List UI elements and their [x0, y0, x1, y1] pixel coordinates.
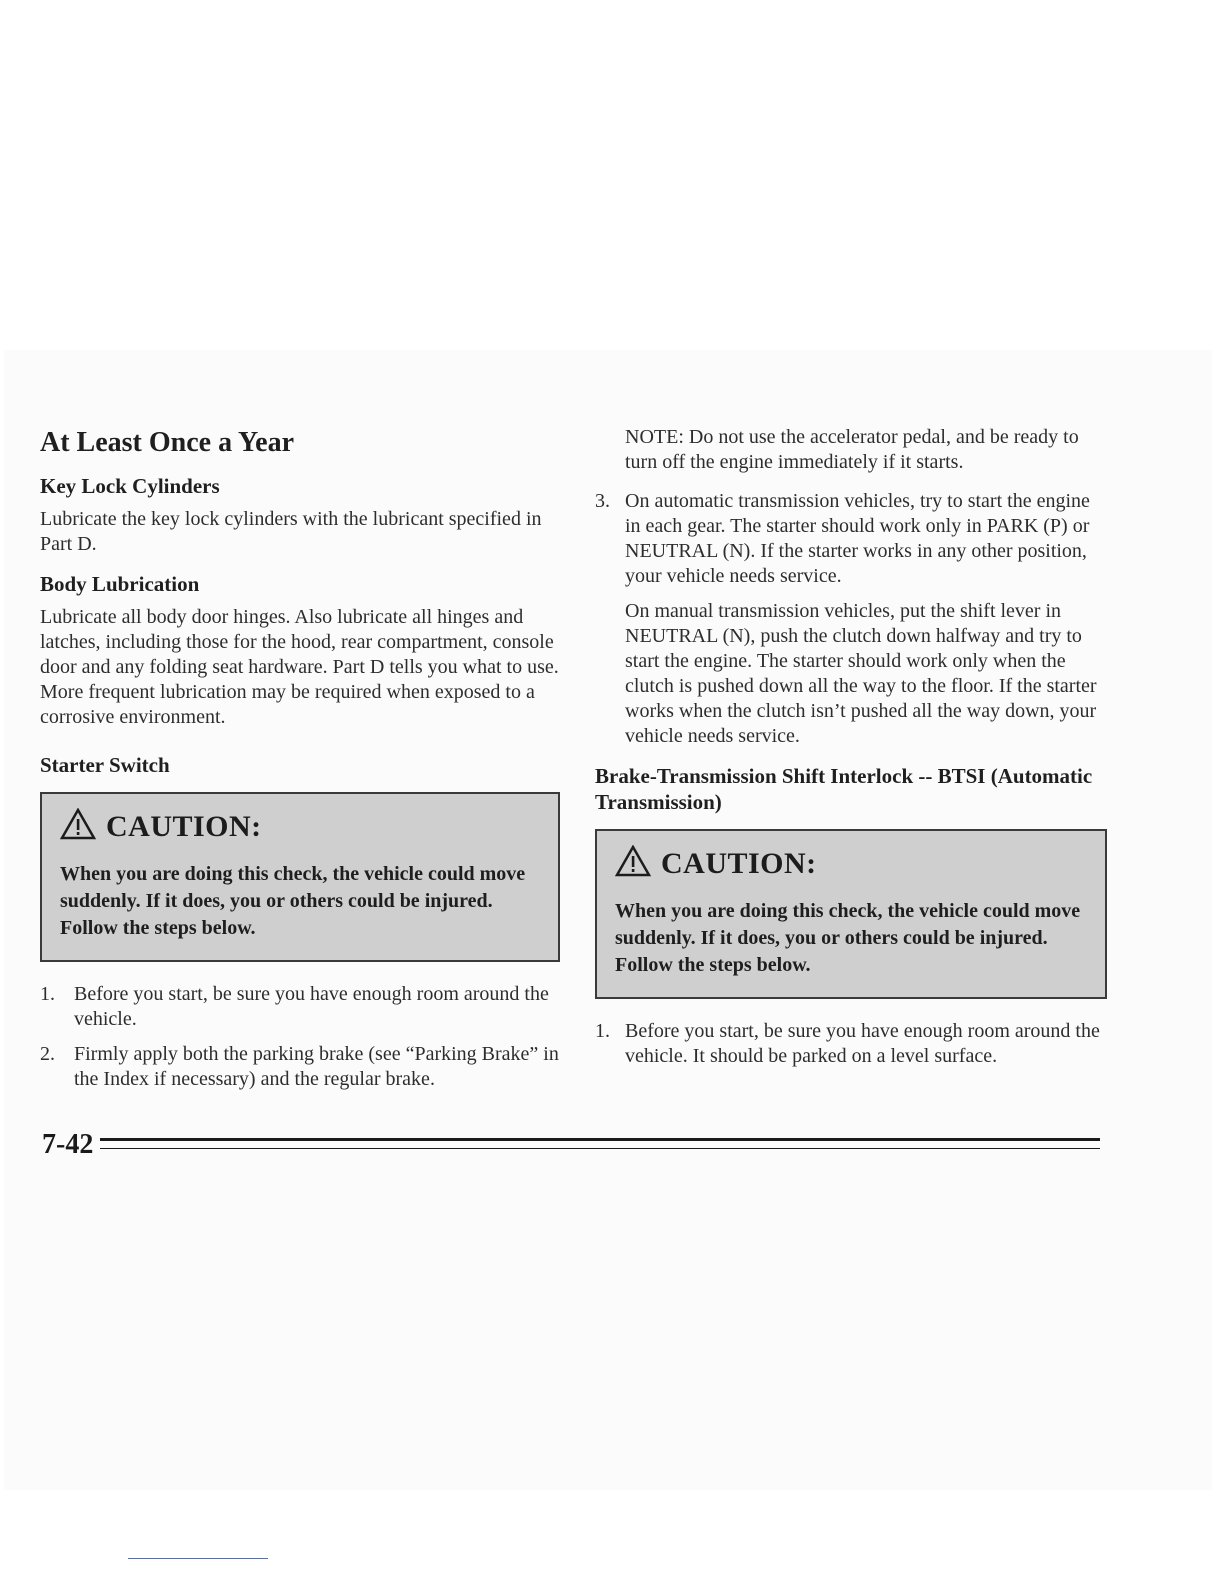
- body-lubrication-heading: Body Lubrication: [40, 572, 200, 596]
- step-text: Before you start, be sure you have enough room around the vehicle. It should be parked on a level surface.: [625, 1020, 1100, 1067]
- body-lubrication-text: Lubricate all body door hinges. Also lubricate all hinges and latches, including those for the hood, rear compartment, console door and any folding seat hardware. Part D tells you what to use. More frequent lubrication may be required when exposed to a corrosive environment.: [40, 606, 559, 728]
- starter-switch-heading: Starter Switch: [40, 753, 170, 777]
- list-item: [40, 1042, 560, 1092]
- caution-box-starter: [40, 792, 560, 962]
- right-column: [595, 425, 1107, 1079]
- warning-triangle-icon: [60, 808, 96, 845]
- manual-transmission-text: On manual transmission vehicles, put the shift lever in NEUTRAL (N), push the clutch down halfway and try to start the engine. The starter should work only when the clutch is pushed down all the way to the floor. If the starter works when the clutch isn’t pushed all the way down, your vehicle needs service.: [625, 600, 1097, 747]
- caution-header: [60, 808, 540, 845]
- caution-text: When you are doing this check, the vehicle could move suddenly. If it does, you or others could be injured. Follow the steps below.: [60, 863, 526, 939]
- starter-steps: [40, 982, 560, 1092]
- btsi-steps: [595, 1019, 1107, 1069]
- step-number: 1.: [40, 983, 55, 1005]
- footer-rule: [100, 1138, 1100, 1141]
- warning-triangle-icon: [615, 845, 651, 882]
- left-column: [40, 425, 560, 1102]
- caution-header: [615, 845, 1087, 882]
- list-item: [40, 982, 560, 1032]
- caution-text: When you are doing this check, the vehicle could move suddenly. If it does, you or others could be injured. Follow the steps below.: [615, 900, 1081, 976]
- step-three-list: [595, 489, 1107, 589]
- caution-box-btsi: [595, 829, 1107, 999]
- note-text: NOTE: Do not use the accelerator pedal, and be ready to turn off the engine immediately if it starts.: [625, 426, 1079, 473]
- list-item: [595, 1019, 1107, 1069]
- bottom-link-line: [128, 1558, 268, 1559]
- key-lock-heading: Key Lock Cylinders: [40, 474, 220, 498]
- btsi-heading: Brake-Transmission Shift Interlock -- BTSI (Automatic Transmission): [595, 764, 1093, 814]
- step-number: 3.: [595, 490, 610, 512]
- page-number: 7-42: [42, 1129, 94, 1160]
- section-title: At Least Once a Year: [40, 427, 295, 458]
- step-number: 1.: [595, 1020, 610, 1042]
- step-text: Firmly apply both the parking brake (see “Parking Brake” in the Index if necessary) and the regular brake.: [74, 1043, 559, 1090]
- caution-title: CAUTION:: [661, 846, 817, 880]
- step-number: 2.: [40, 1043, 55, 1065]
- step-text: On automatic transmission vehicles, try to start the engine in each gear. The starter should work only in PARK (P) or NEUTRAL (N). If the starter works in any other position, your vehicle needs service.: [625, 490, 1090, 587]
- footer-rule-thin: [100, 1148, 1100, 1149]
- key-lock-text: Lubricate the key lock cylinders with the lubricant specified in Part D.: [40, 508, 542, 555]
- step-text: Before you start, be sure you have enough room around the vehicle.: [74, 983, 549, 1030]
- list-item: [595, 489, 1107, 589]
- caution-title: CAUTION:: [106, 809, 262, 843]
